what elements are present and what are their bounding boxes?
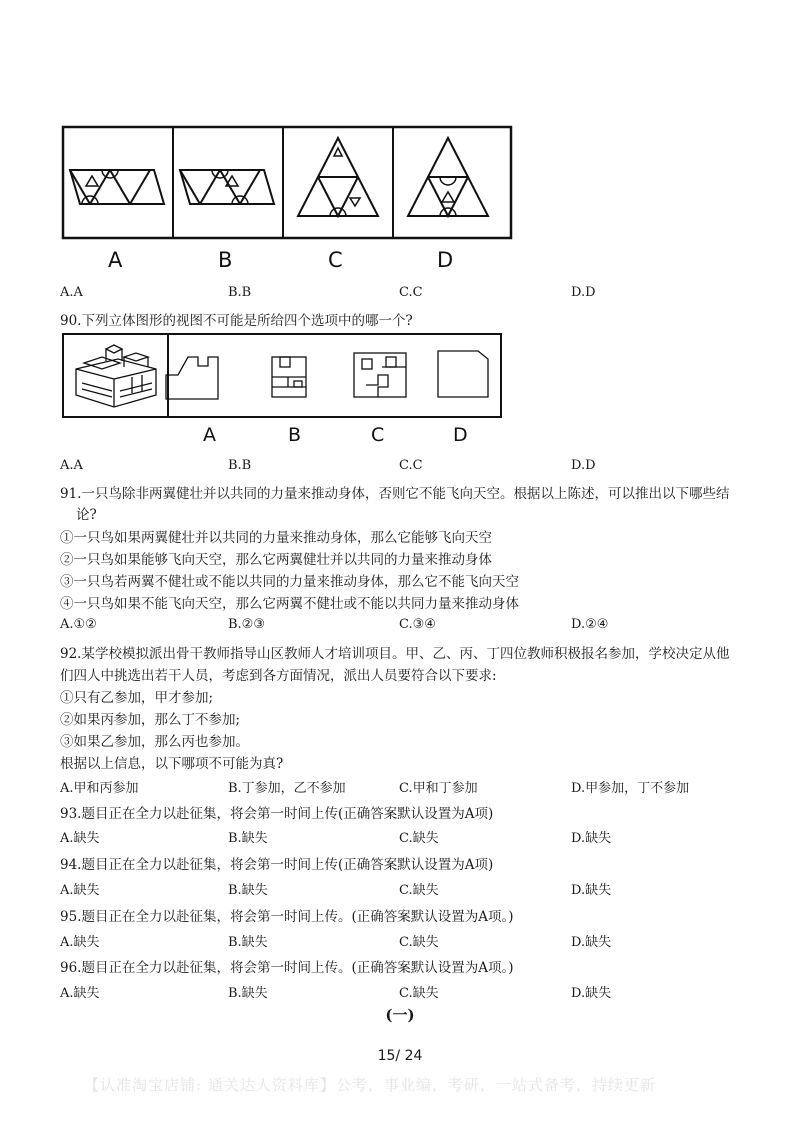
q92-text-line1: 92.某学校模拟派出骨干教师指导山区教师人才培训项目。甲、乙、丙、丁四位教师积极报名参加，学校决定从他 xyxy=(60,646,730,662)
q92-text-line2: 们四人中挑选出若干人员，考虑到各方面情况，派出人员要符合以下要求: xyxy=(60,668,497,684)
q93-option-d[interactable]: D.缺失 xyxy=(571,831,612,846)
q91-option-c[interactable]: C.③④ xyxy=(399,617,436,632)
q96-option-d[interactable]: D.缺失 xyxy=(571,986,612,1001)
q89-option-a[interactable]: A.A xyxy=(60,285,83,300)
q89-figure-b xyxy=(180,170,274,204)
q90-option-b[interactable]: B.B xyxy=(228,458,252,473)
q96-text: 96.题目正在全力以赴征集，将会第一时间上传。(正确答案默认设置为A项。) xyxy=(60,960,514,976)
q90-solid-icon xyxy=(76,345,156,407)
q95-option-b[interactable]: B.缺失 xyxy=(228,935,268,950)
q90-view-c-icon xyxy=(354,353,406,397)
q95-option-c[interactable]: C.缺失 xyxy=(399,935,439,950)
q90-option-a[interactable]: A.A xyxy=(60,458,83,473)
q91-option-a[interactable]: A.①② xyxy=(60,617,97,632)
q89-figure-label-d: D xyxy=(437,248,454,272)
q90-figure-label-d: D xyxy=(453,424,468,446)
q94-option-c[interactable]: C.缺失 xyxy=(399,883,439,898)
q89-option-d[interactable]: D.D xyxy=(571,285,596,300)
q90-figure-label-c: C xyxy=(371,424,385,446)
q96-option-b[interactable]: B.缺失 xyxy=(228,986,268,1001)
q93-text: 93.题目正在全力以赴征集，将会第一时间上传(正确答案默认设置为A项) xyxy=(60,806,494,822)
q92-option-c[interactable]: C.甲和丁参加 xyxy=(399,781,478,796)
q93-option-a[interactable]: A.缺失 xyxy=(60,831,100,846)
q91-text-line1: 91.一只鸟除非两翼健壮并以共同的力量来推动身体，否则它不能飞向天空。根据以上陈述，可以推出以下哪些结 xyxy=(60,486,730,502)
q90-figure-label-a: A xyxy=(203,424,216,446)
q94-option-d[interactable]: D.缺失 xyxy=(571,883,612,898)
q90-figure xyxy=(62,333,502,419)
q89-figure-label-b: B xyxy=(218,248,233,272)
q92-option-a[interactable]: A.甲和丙参加 xyxy=(60,781,139,796)
q91-statement-4: ④一只鸟如果不能飞向天空，那么它两翼不健壮或不能以共同力量来推动身体 xyxy=(60,596,519,612)
q93-option-c[interactable]: C.缺失 xyxy=(399,831,439,846)
q91-option-d[interactable]: D.②④ xyxy=(571,617,609,632)
q90-option-c[interactable]: C.C xyxy=(399,458,423,473)
q90-figure-label-b: B xyxy=(288,424,302,446)
q90-option-d[interactable]: D.D xyxy=(571,458,596,473)
q89-figure-label-a: A xyxy=(108,248,123,272)
q89-option-c[interactable]: C.C xyxy=(399,285,423,300)
q92-condition-3: ③如果乙参加，那么丙也参加。 xyxy=(60,734,249,750)
q89-figure-c xyxy=(298,138,378,216)
q89-option-b[interactable]: B.B xyxy=(228,285,252,300)
q92-option-b[interactable]: B.丁参加，乙不参加 xyxy=(228,781,346,796)
q93-option-b[interactable]: B.缺失 xyxy=(228,831,268,846)
q92-option-d[interactable]: D.甲参加，丁不参加 xyxy=(571,781,690,796)
q91-statement-2: ②一只鸟如果能够飞向天空，那么它两翼健壮并以共同的力量来推动身体 xyxy=(60,552,492,568)
q96-option-a[interactable]: A.缺失 xyxy=(60,986,100,1001)
q92-condition-2: ②如果丙参加，那么丁不参加; xyxy=(60,712,241,728)
q94-option-b[interactable]: B.缺失 xyxy=(228,883,268,898)
q95-option-a[interactable]: A.缺失 xyxy=(60,935,100,950)
section-mark: (一) xyxy=(385,1006,415,1024)
q92-question: 根据以上信息，以下哪项不可能为真? xyxy=(60,756,284,772)
q90-view-b-icon xyxy=(272,357,306,397)
q89-figure-d xyxy=(408,138,488,216)
q90-view-d-icon xyxy=(438,351,488,397)
q89-figure-a xyxy=(70,170,164,204)
q94-text: 94.题目正在全力以赴征集，将会第一时间上传(正确答案默认设置为A项) xyxy=(60,857,494,873)
q91-statement-3: ③一只鸟若两翼不健壮或不能以共同的力量来推动身体，那么它不能飞向天空 xyxy=(60,574,519,590)
q90-view-a-icon xyxy=(166,357,218,399)
q91-statement-1: ①一只鸟如果两翼健壮并以共同的力量来推动身体，那么它能够飞向天空 xyxy=(60,530,492,546)
page-number: 15/ 24 xyxy=(377,1048,423,1064)
watermark-text: 【认准淘宝店铺: 通关达人资料库】公考，事业编，考研，一站式备考，持续更新 xyxy=(84,1076,656,1094)
q89-figure-label-c: C xyxy=(328,248,343,272)
q91-text-line2: 论? xyxy=(76,507,97,523)
q94-option-a[interactable]: A.缺失 xyxy=(60,883,100,898)
q95-text: 95.题目正在全力以赴征集，将会第一时间上传。(正确答案默认设置为A项。) xyxy=(60,909,514,925)
q91-option-b[interactable]: B.②③ xyxy=(228,617,265,632)
q90-text: 90.下列立体图形的视图不可能是所给四个选项中的哪一个? xyxy=(60,313,413,329)
q96-option-c[interactable]: C.缺失 xyxy=(399,986,439,1001)
q95-option-d[interactable]: D.缺失 xyxy=(571,935,612,950)
q89-figure xyxy=(62,126,512,240)
q92-condition-1: ①只有乙参加，甲才参加; xyxy=(60,690,214,706)
